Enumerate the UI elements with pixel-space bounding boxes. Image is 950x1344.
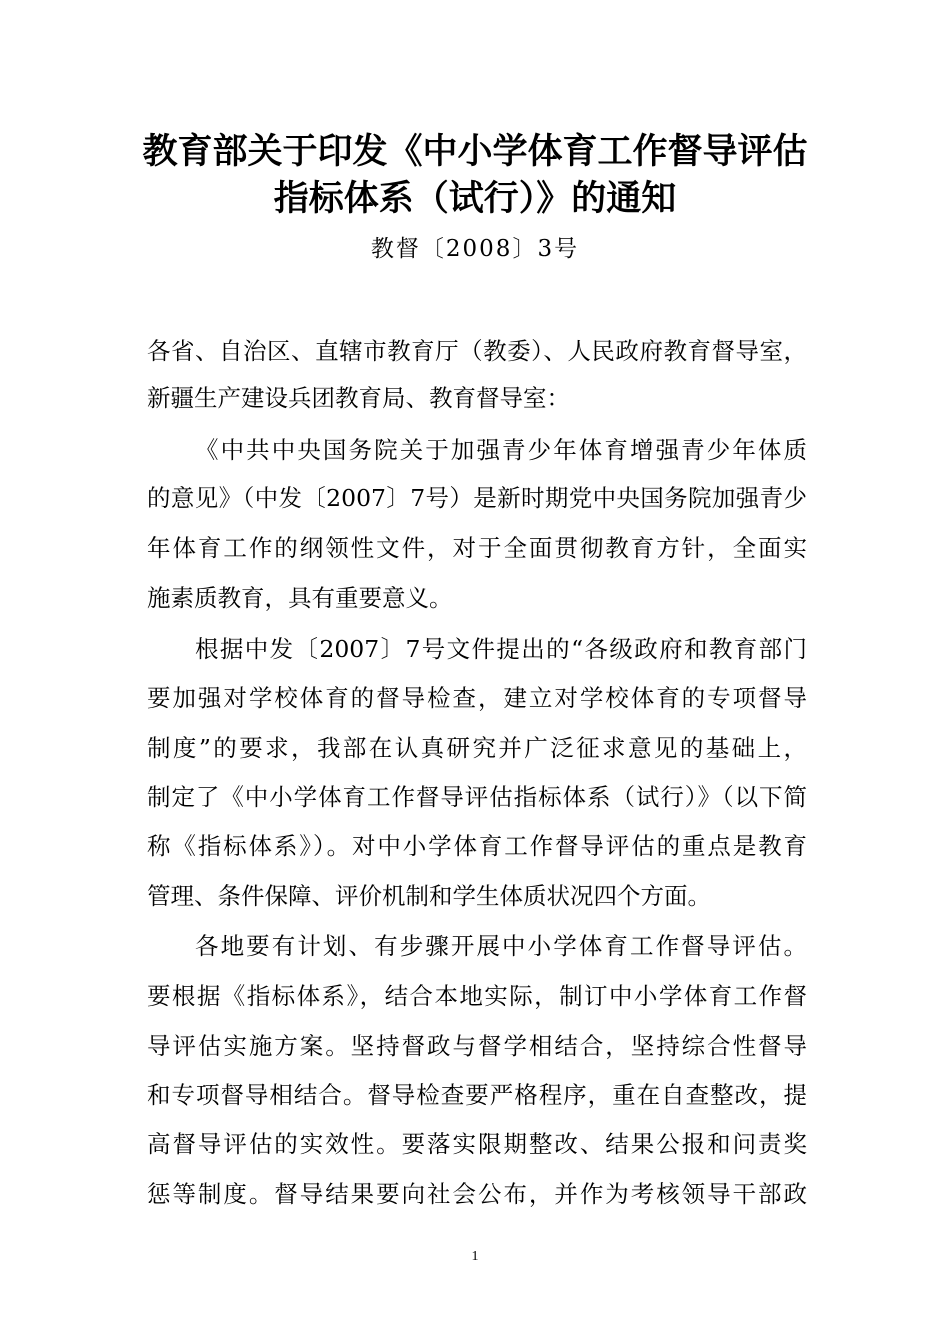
paragraph-2-line: 制定了《中小学体育工作督导评估指标体系（试行）》（以下简 (147, 783, 807, 811)
paragraph-1-line: 施素质教育，具有重要意义。 (147, 584, 453, 612)
document-number: 教督〔2008〕3号 (370, 236, 580, 262)
document-title-line-1: 教育部关于印发《中小学体育工作督导评估 (142, 132, 808, 172)
addressee-line: 新疆生产建设兵团教育局、教育督导室： (147, 384, 570, 412)
addressee-line: 各省、自治区、直辖市教育厅（教委）、人民政府教育督导室， (147, 337, 807, 365)
paragraph-1-line: 的意见》（中发〔2007〕7号）是新时期党中央国务院加强青少 (147, 484, 807, 512)
paragraph-2-line: 管理、条件保障、评价机制和学生体质状况四个方面。 (147, 882, 711, 910)
paragraph-3-line: 和专项督导相结合。督导检查要严格程序，重在自查整改，提 (147, 1081, 807, 1109)
paragraph-3-line: 各地要有计划、有步骤开展中小学体育工作督导评估。 (195, 932, 807, 960)
paragraph-1-line: 《中共中央国务院关于加强青少年体育增强青少年体质 (195, 436, 807, 464)
paragraph-3-line: 导评估实施方案。坚持督政与督学相结合，坚持综合性督导 (147, 1032, 807, 1060)
paragraph-2-line: 要加强对学校体育的督导检查，建立对学校体育的专项督导 (147, 684, 807, 712)
page-number: 1 (471, 1249, 479, 1264)
paragraph-3-line: 要根据《指标体系》，结合本地实际，制订中小学体育工作督 (147, 982, 807, 1010)
paragraph-3-line: 高督导评估的实效性。要落实限期整改、结果公报和问责奖 (147, 1130, 807, 1158)
paragraph-2-line: 根据中发〔2007〕7号文件提出的“各级政府和教育部门 (195, 635, 807, 663)
paragraph-2-line: 称《指标体系》）。对中小学体育工作督导评估的重点是教育 (147, 832, 807, 860)
document-title-line-2: 指标体系（试行）》的通知 (273, 179, 677, 219)
paragraph-1-line: 年体育工作的纲领性文件，对于全面贯彻教育方针，全面实 (147, 534, 807, 562)
paragraph-2-line: 制度”的要求，我部在认真研究并广泛征求意见的基础上， (147, 734, 807, 762)
paragraph-3-line: 惩等制度。督导结果要向社会公布，并作为考核领导干部政 (147, 1180, 807, 1208)
